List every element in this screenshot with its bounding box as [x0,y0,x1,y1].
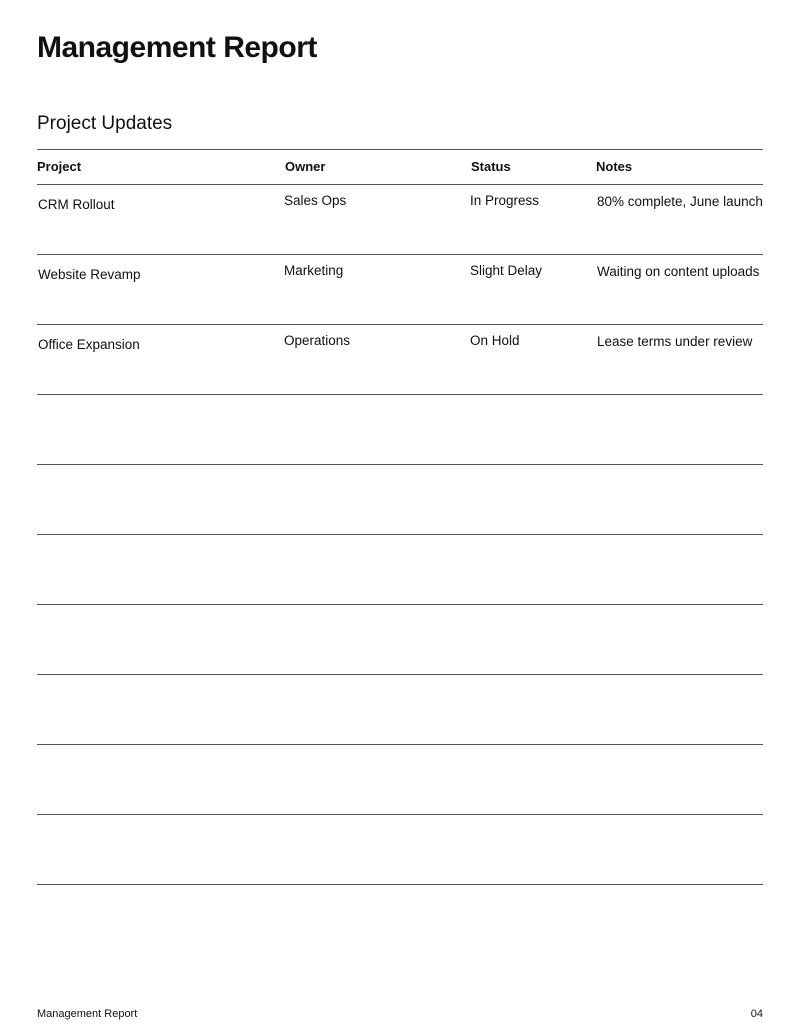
cell-owner: Operations [284,333,351,348]
table-header-row [37,150,763,185]
section-title: Project Updates [37,113,173,134]
column-header-project: Project [37,159,82,174]
cell-project: Office Expansion [38,337,140,352]
empty-table-row [37,605,763,675]
column-header-owner: Owner [285,159,326,174]
cell-notes: Waiting on content uploads [597,264,760,279]
column-header-status: Status [471,159,511,174]
cell-project: Website Revamp [38,267,141,282]
empty-table-row [37,675,763,745]
cell-status: In Progress [470,193,540,208]
cell-owner: Sales Ops [284,193,347,208]
column-header-notes: Notes [596,159,633,174]
document-title: Management Report [37,31,317,64]
empty-table-row [37,465,763,535]
empty-table-row [37,535,763,605]
table-row [37,325,763,395]
project-updates-table [37,149,763,885]
table-row [37,255,763,325]
cell-project: CRM Rollout [38,197,115,212]
empty-table-row [37,745,763,815]
footer-document-label: Management Report [37,1008,138,1020]
cell-owner: Marketing [284,263,344,278]
cell-status: Slight Delay [470,263,543,278]
table-row [37,185,763,255]
cell-status: On Hold [470,333,520,348]
cell-notes: 80% complete, June launch [597,194,763,209]
cell-notes: Lease terms under review [597,334,753,349]
empty-table-row [37,395,763,465]
empty-table-row [37,815,763,885]
footer-page-number: 04 [750,1008,763,1020]
